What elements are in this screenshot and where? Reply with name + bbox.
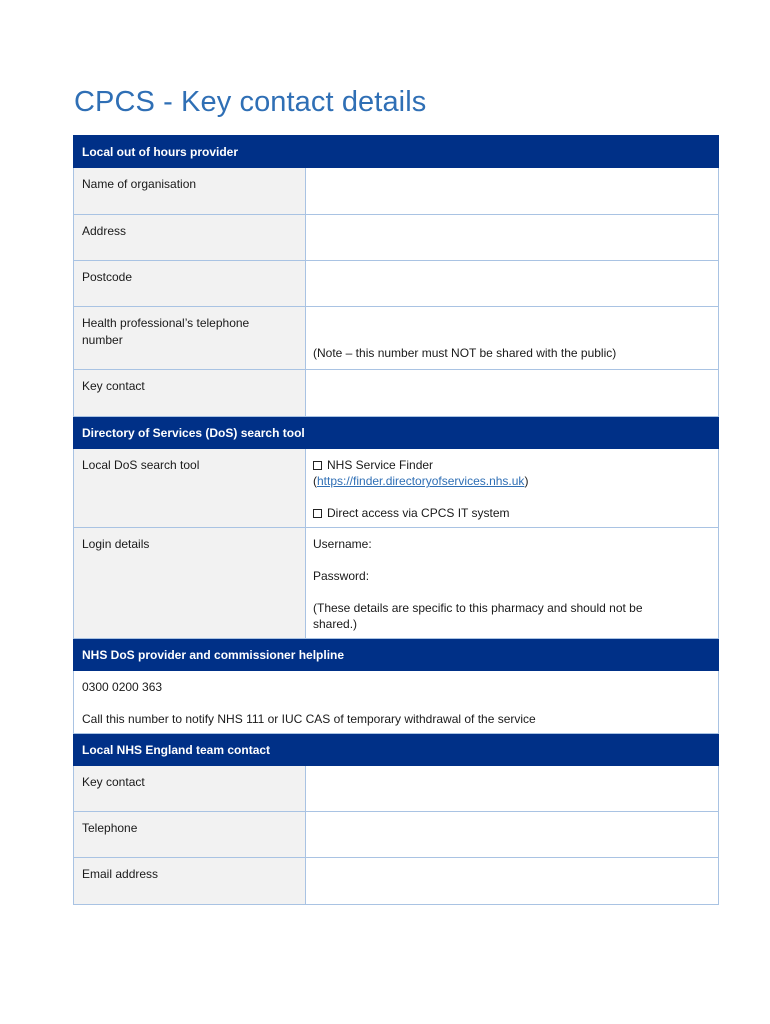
- section-header-nhse: [74, 734, 719, 766]
- address-label: Address: [82, 224, 127, 238]
- username-label: Username:: [313, 537, 372, 551]
- cpcs-it-system-label: Direct access via CPCS IT system: [327, 506, 510, 520]
- hp-phone-note: (Note – this number must NOT be shared with the public): [313, 346, 617, 360]
- hp-phone-field[interactable]: [306, 307, 719, 370]
- login-details-label: Login details: [82, 537, 150, 551]
- email-field[interactable]: [306, 858, 719, 905]
- table-row: [74, 812, 719, 858]
- ooh-key-contact-label: Key contact: [82, 379, 145, 393]
- table-row: [74, 261, 719, 307]
- section-heading: NHS DoS provider and commissioner helpline: [82, 648, 345, 662]
- org-name-field[interactable]: [306, 168, 719, 215]
- page-title: CPCS - Key contact details: [74, 86, 427, 118]
- telephone-field[interactable]: [306, 812, 719, 858]
- address-field[interactable]: [306, 215, 719, 261]
- section-header-helpline: [74, 639, 719, 671]
- table-row: [74, 766, 719, 812]
- hp-phone-label: Health professional’s telephone number: [82, 316, 250, 347]
- table-row: [74, 370, 719, 417]
- table-row: [74, 858, 719, 905]
- dos-search-tool-label: Local DoS search tool: [82, 458, 200, 472]
- postcode-field[interactable]: [306, 261, 719, 307]
- section-header-dos: [74, 417, 719, 449]
- table-row: [74, 215, 719, 261]
- ooh-key-contact-field[interactable]: [306, 370, 719, 417]
- helpline-description: Call this number to notify NHS 111 or IUC CAS of temporary withdrawal of the service: [82, 712, 536, 726]
- table-row: [74, 671, 719, 734]
- email-label: Email address: [82, 867, 159, 881]
- table-row: [74, 528, 719, 639]
- section-heading: Directory of Services (DoS) search tool: [82, 426, 305, 440]
- org-name-label: Name of organisation: [82, 177, 197, 191]
- table-row: [74, 307, 719, 370]
- section-heading: Local out of hours provider: [82, 145, 239, 159]
- telephone-label: Telephone: [82, 821, 138, 835]
- login-details-field[interactable]: [306, 528, 719, 639]
- dos-search-tool-options: NHS Service Finder (https://finder.directoryofservices.nhs.uk) Direct access via CPCS IT system: [306, 449, 719, 528]
- nhs-service-finder-checkbox[interactable]: [313, 461, 322, 470]
- login-note: (These details are specific to this pharmacy and should not be shared.): [313, 601, 643, 631]
- password-label: Password:: [313, 569, 370, 583]
- helpline-phone: 0300 0200 363: [82, 680, 163, 694]
- nhs-service-finder-label: NHS Service Finder: [327, 458, 434, 472]
- table-row: [74, 449, 719, 528]
- postcode-label: Postcode: [82, 270, 133, 284]
- nhse-key-contact-field[interactable]: [306, 766, 719, 812]
- section-heading: Local NHS England team contact: [82, 743, 271, 757]
- table-row: [74, 168, 719, 215]
- key-contacts-table: [73, 135, 719, 905]
- cpcs-it-system-checkbox[interactable]: [313, 509, 322, 518]
- nhs-service-finder-link[interactable]: https://finder.directoryofservices.nhs.uk: [317, 474, 525, 488]
- section-header-ooh: [74, 136, 719, 168]
- nhse-key-contact-label: Key contact: [82, 775, 145, 789]
